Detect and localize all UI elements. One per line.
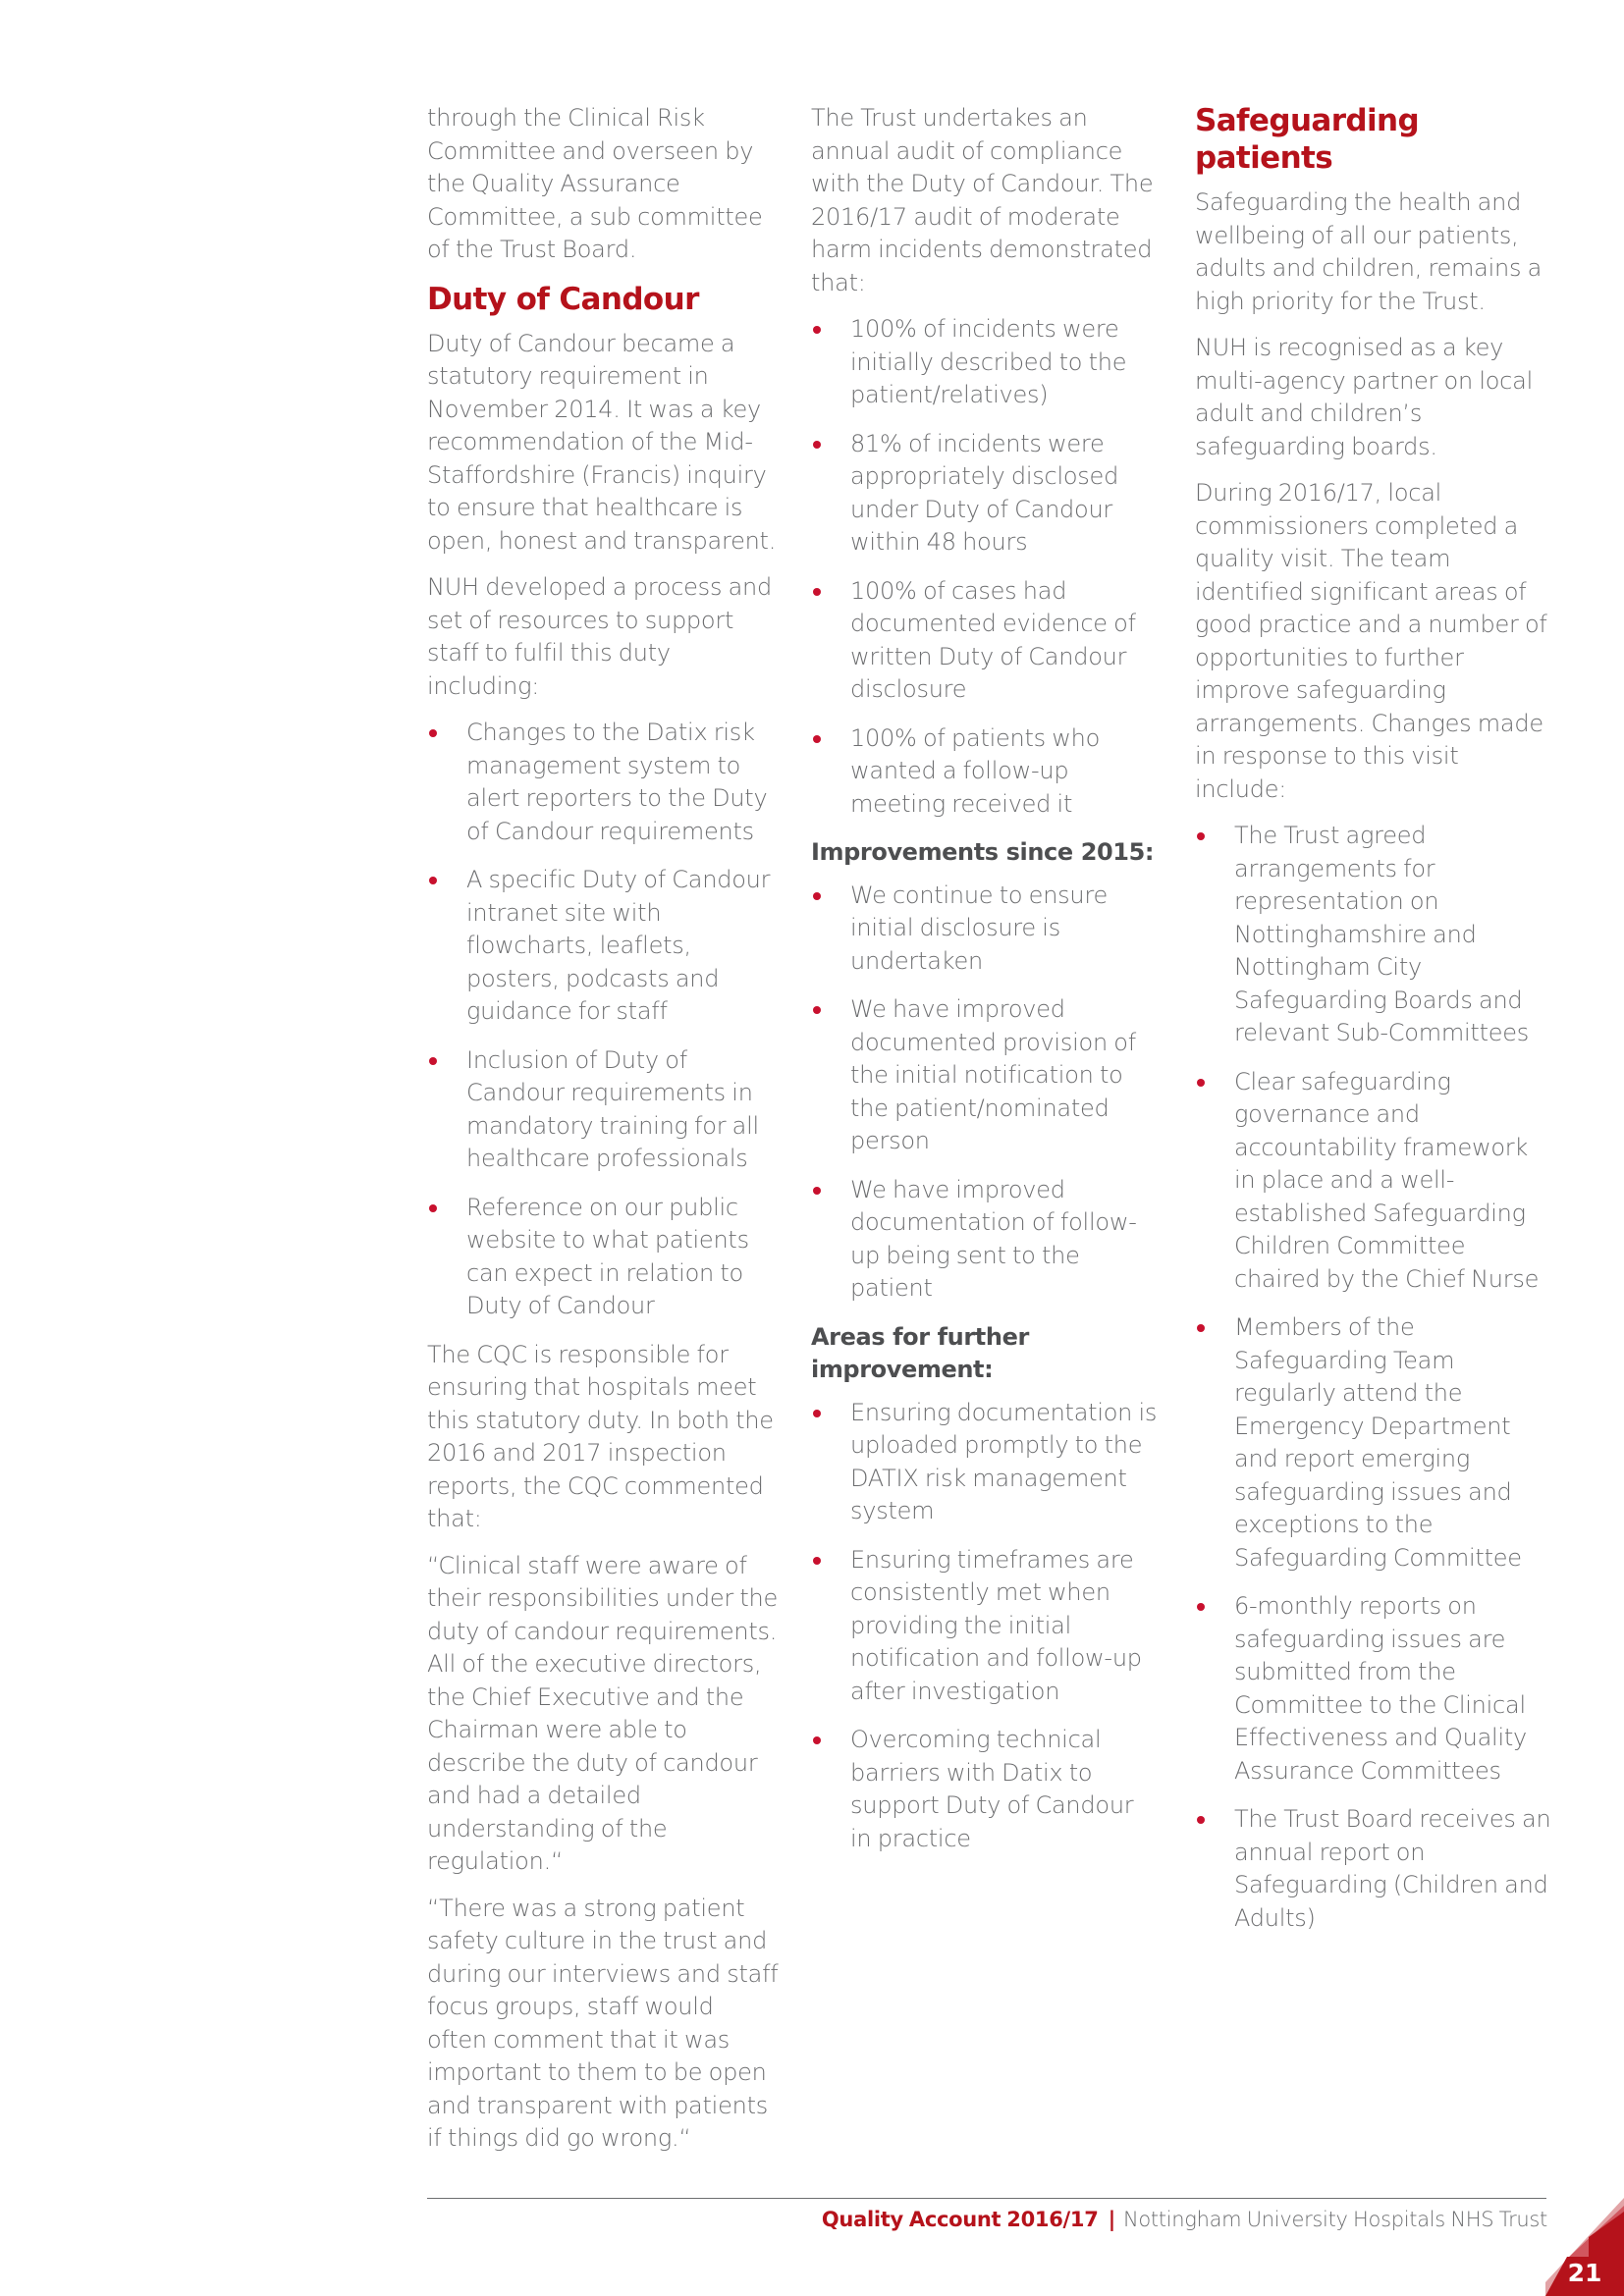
safeguarding-paragraph-3: During 2016/17, local commissioners completed a quality visit. The team identified significant areas of good practice and a number of opportunities to further improve safeguarding arrangements. Changes made in response to this visit include: xyxy=(1195,479,1547,803)
audit-paragraph: The Trust undertakes an annual audit of compliance with the Duty of Candour. The 2016/17 audit of moderate harm incidents demonstrated that: xyxy=(811,104,1154,296)
list-item: We have improved documented provision of the initial notification to the patient/nominated person xyxy=(811,993,1161,1158)
list-item: 100% of cases had documented evidence of written Duty of Candour disclosure xyxy=(811,575,1161,707)
footer-separator: | xyxy=(1108,2208,1115,2231)
list-item: Members of the Safeguarding Team regularly attend the Emergency Department and report emerging safeguarding issues and exceptions to the Safeguarding Committee xyxy=(1195,1311,1553,1575)
candour-resources-list xyxy=(427,717,779,1323)
list-item: Ensuring documentation is uploaded promptly to the DATIX risk management system xyxy=(811,1397,1161,1528)
list-item: Inclusion of Duty of Candour requirements in mandatory training for all healthcare professionals xyxy=(427,1044,779,1176)
further-improvement-heading: Areas for further improvement: xyxy=(811,1322,1029,1383)
list-item: 81% of incidents were appropriately disclosed under Duty of Candour within 48 hours xyxy=(811,428,1161,560)
footer-divider xyxy=(427,2198,1546,2199)
footer xyxy=(822,2205,1547,2234)
column-left xyxy=(427,102,779,2169)
list-item: We continue to ensure initial disclosure is undertaken xyxy=(811,880,1161,979)
list-item: Ensuring timeframes are consistently met when providing the initial notification and follow-up after investigation xyxy=(811,1544,1161,1709)
list-item: A specific Duty of Candour intranet site with flowcharts, leaflets, posters, podcasts and guidance for staff xyxy=(427,864,779,1029)
improvements-heading: Improvements since 2015: xyxy=(811,838,1155,866)
improvements-list xyxy=(811,880,1161,1306)
list-item: The Trust Board receives an annual report on Safeguarding (Children and Adults) xyxy=(1195,1803,1553,1935)
list-item: Reference on our public website to what patients can expect in relation to Duty of Candour xyxy=(427,1192,779,1323)
footer-report-title: Quality Account 2016/17 xyxy=(821,2208,1099,2231)
intro-paragraph: through the Clinical Risk Committee and overseen by the Quality Assurance Committee, a sub committee of the Trust Board. xyxy=(427,104,763,263)
cqc-quote-1: “Clinical staff were aware of their responsibilities under the duty of candour requirements. All of the executive directors, the Chief Executive and the Chairman were able to describe the duty of candour and had a detailed understanding of the regulation.“ xyxy=(427,1551,778,1875)
list-item: We have improved documentation of follow-up being sent to the patient xyxy=(811,1174,1161,1306)
list-item: The Trust agreed arrangements for representation on Nottinghamshire and Nottingham City Safeguarding Boards and relevant Sub-Committees xyxy=(1195,820,1553,1050)
audit-results-list xyxy=(811,313,1161,821)
cqc-quote-2: “There was a strong patient safety culture in the trust and during our interviews and staff focus groups, staff would often comment that it was important to them to be open and transparent with patients if things did go wrong.“ xyxy=(427,1894,779,2152)
further-improvement-list xyxy=(811,1397,1161,1856)
page-number: 21 xyxy=(1567,2259,1602,2287)
safeguarding-changes-list xyxy=(1195,820,1553,1935)
safeguarding-paragraph-2: NUH is recognised as a key multi-agency partner on local adult and children’s safeguarding boards. xyxy=(1195,334,1533,460)
column-right xyxy=(1195,102,1553,1950)
list-item: Clear safeguarding governance and accountability framework in place and a well-established Safeguarding Children Committee chaired by the Chief Nurse xyxy=(1195,1066,1553,1297)
candour-paragraph-1: Duty of Candour became a statutory requirement in November 2014. It was a key recommendation of the Mid-Staffordshire (Francis) inquiry to ensure that healthcare is open, honest and transparent. xyxy=(427,329,777,555)
list-item: 6-monthly reports on safeguarding issues are submitted from the Committee to the Clinical Effectiveness and Quality Assurance Committees xyxy=(1195,1590,1553,1788)
column-middle xyxy=(811,102,1161,1871)
list-item: Overcoming technical barriers with Datix to support Duty of Candour in practice xyxy=(811,1724,1161,1855)
safeguarding-heading: Safeguarding patients xyxy=(1195,103,1420,176)
footer-organisation: Nottingham University Hospitals NHS Trust xyxy=(1122,2208,1547,2231)
cqc-paragraph: The CQC is responsible for ensuring that hospitals meet this statutory duty. In both the 2016 and 2017 inspection reports, the CQC commented that: xyxy=(427,1340,774,1532)
duty-of-candour-heading: Duty of Candour xyxy=(427,281,699,317)
list-item: Changes to the Datix risk management system to alert reporters to the Duty of Candour requirements xyxy=(427,717,779,848)
safeguarding-paragraph-1: Safeguarding the health and wellbeing of all our patients, adults and children, remains a high priority for the Trust. xyxy=(1195,188,1543,315)
list-item: 100% of patients who wanted a follow-up meeting received it xyxy=(811,722,1161,822)
list-item: 100% of incidents were initially described to the patient/relatives) xyxy=(811,313,1161,412)
candour-paragraph-2: NUH developed a process and set of resources to support staff to fulfil this duty including: xyxy=(427,573,772,700)
